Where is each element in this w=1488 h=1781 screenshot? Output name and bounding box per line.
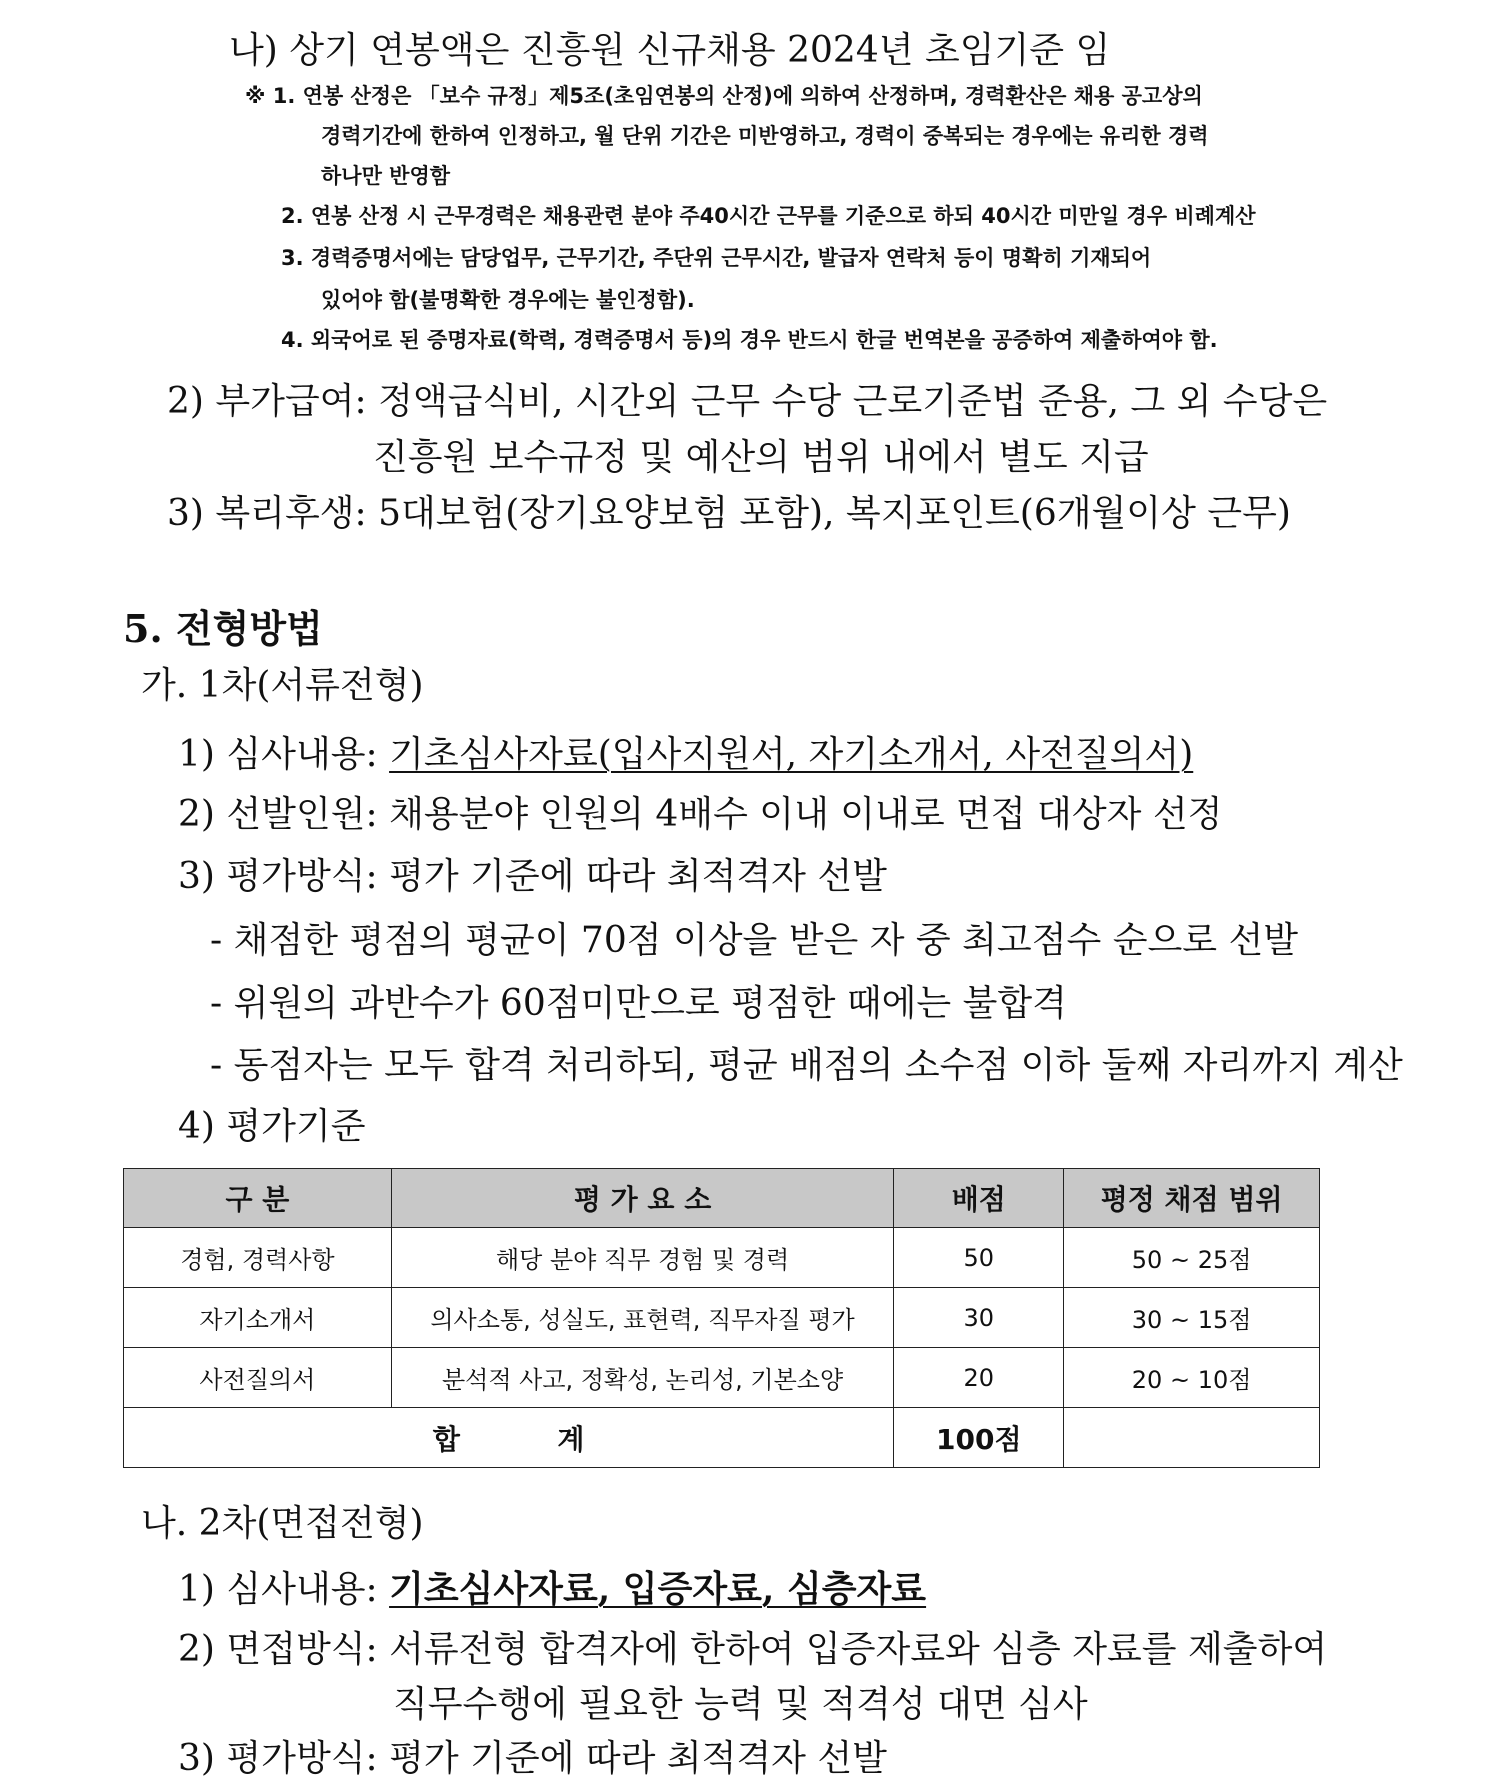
stage-1-rule-2: - 위원의 과반수가 60점미만으로 평점한 때에는 불합격 xyxy=(210,983,1067,1024)
row-score-range: 20 ~ 10점 xyxy=(1064,1348,1320,1408)
stage-2-review-label: 1) 심사내용: xyxy=(178,1569,390,1610)
header-score: 배점 xyxy=(894,1169,1064,1228)
row-eval-element: 의사소통, 성실도, 표현력, 직무자질 평가 xyxy=(391,1288,894,1348)
row-eval-element: 해당 분야 직무 경험 및 경력 xyxy=(391,1228,894,1288)
row-category: 자기소개서 xyxy=(124,1288,392,1348)
salary-note-4: 4. 외국어로 된 증명자료(학력, 경력증명서 등)의 경우 반드시 한글 번역본을 공증하여 제출하여야 함. xyxy=(281,328,1218,352)
stage-2-interview-method-line-2: 직무수행에 필요한 능력 및 적격성 대면 심사 xyxy=(393,1684,1088,1725)
total-range xyxy=(1064,1408,1320,1468)
total-label: 합 계 xyxy=(124,1408,894,1468)
header-category: 구 분 xyxy=(124,1169,392,1228)
salary-note-1-line-1: ※ 1. 연봉 산정은 「보수 규정」제5조(초임연봉의 산정)에 의하여 산정하며, 경력환산은 채용 공고상의 xyxy=(245,84,1203,108)
row-score-range: 50 ~ 25점 xyxy=(1064,1228,1320,1288)
salary-basis-line: 나) 상기 연봉액은 진흥원 신규채용 2024년 초임기준 임 xyxy=(229,30,1111,71)
salary-note-3-line-2: 있어야 함(불명확한 경우에는 불인정함). xyxy=(321,288,695,312)
row-category: 사전질의서 xyxy=(124,1348,392,1408)
row-eval-element: 분석적 사고, 정확성, 논리성, 기본소양 xyxy=(391,1348,894,1408)
salary-note-3-line-1: 3. 경력증명서에는 담당업무, 근무기간, 주단위 근무시간, 발급자 연락처 등이 명확히 기재되어 xyxy=(281,246,1152,270)
stage-2-eval-method: 3) 평가방식: 평가 기준에 따라 최적격자 선발 xyxy=(178,1738,887,1779)
salary-note-1-line-2: 경력기간에 한하여 인정하고, 월 단위 기간은 미반영하고, 경력이 중복되는 경우에는 유리한 경력 xyxy=(321,124,1209,148)
evaluation-criteria-table xyxy=(123,1168,1320,1468)
table-row xyxy=(124,1348,1320,1408)
row-score: 20 xyxy=(894,1348,1064,1408)
section-5-title: 5. 전형방법 xyxy=(123,606,323,651)
stage-1-rule-1: - 채점한 평점의 평균이 70점 이상을 받은 자 중 최고점수 순으로 선발 xyxy=(210,920,1299,961)
stage-1-review-label: 1) 심사내용: xyxy=(178,734,390,775)
total-score: 100점 xyxy=(894,1408,1064,1468)
extra-pay-line-2: 진흥원 보수규정 및 예산의 범위 내에서 별도 지급 xyxy=(373,437,1149,478)
salary-note-1-line-3: 하나만 반영함 xyxy=(321,164,451,188)
stage-2-review-content xyxy=(178,1561,926,1612)
row-score: 50 xyxy=(894,1228,1064,1288)
stage-1-rule-3: - 동점자는 모두 합격 처리하되, 평균 배점의 소수점 이하 둘째 자리까지 계산 xyxy=(210,1045,1403,1086)
stage-1-selection-count: 2) 선발인원: 채용분야 인원의 4배수 이내 이내로 면접 대상자 선정 xyxy=(178,794,1223,835)
stage-1-review-content xyxy=(178,726,1193,777)
stage-1-eval-method: 3) 평가방식: 평가 기준에 따라 최적격자 선발 xyxy=(178,856,887,897)
table-row xyxy=(124,1228,1320,1288)
stage-2-review-value: 기초심사자료, 입증자료, 심층자료 xyxy=(389,1568,927,1610)
row-category: 경험, 경력사항 xyxy=(124,1228,392,1288)
welfare-line: 3) 복리후생: 5대보험(장기요양보험 포함), 복지포인트(6개월이상 근무) xyxy=(167,493,1291,534)
table-row xyxy=(124,1288,1320,1348)
stage-1-criteria-heading: 4) 평가기준 xyxy=(178,1106,366,1147)
row-score-range: 30 ~ 15점 xyxy=(1064,1288,1320,1348)
table-header-row xyxy=(124,1169,1320,1228)
stage-1-review-value: 기초심사자료(입사지원서, 자기소개서, 사전질의서) xyxy=(389,734,1194,775)
stage-2-interview-method-line-1: 2) 면접방식: 서류전형 합격자에 한하여 입증자료와 심층 자료를 제출하여 xyxy=(178,1629,1328,1670)
table-total-row xyxy=(124,1408,1320,1468)
stage-1-title: 가. 1차(서류전형) xyxy=(141,665,424,706)
salary-note-2: 2. 연봉 산정 시 근무경력은 채용관련 분야 주40시간 근무를 기준으로 하되 40시간 미만일 경우 비례계산 xyxy=(281,204,1256,228)
row-score: 30 xyxy=(894,1288,1064,1348)
header-score-range: 평정 채점 범위 xyxy=(1064,1169,1320,1228)
header-eval-element: 평 가 요 소 xyxy=(391,1169,894,1228)
stage-2-title: 나. 2차(면접전형) xyxy=(141,1503,424,1544)
extra-pay-line-1: 2) 부가급여: 정액급식비, 시간외 근무 수당 근로기준법 준용, 그 외 수당은 xyxy=(167,381,1328,422)
